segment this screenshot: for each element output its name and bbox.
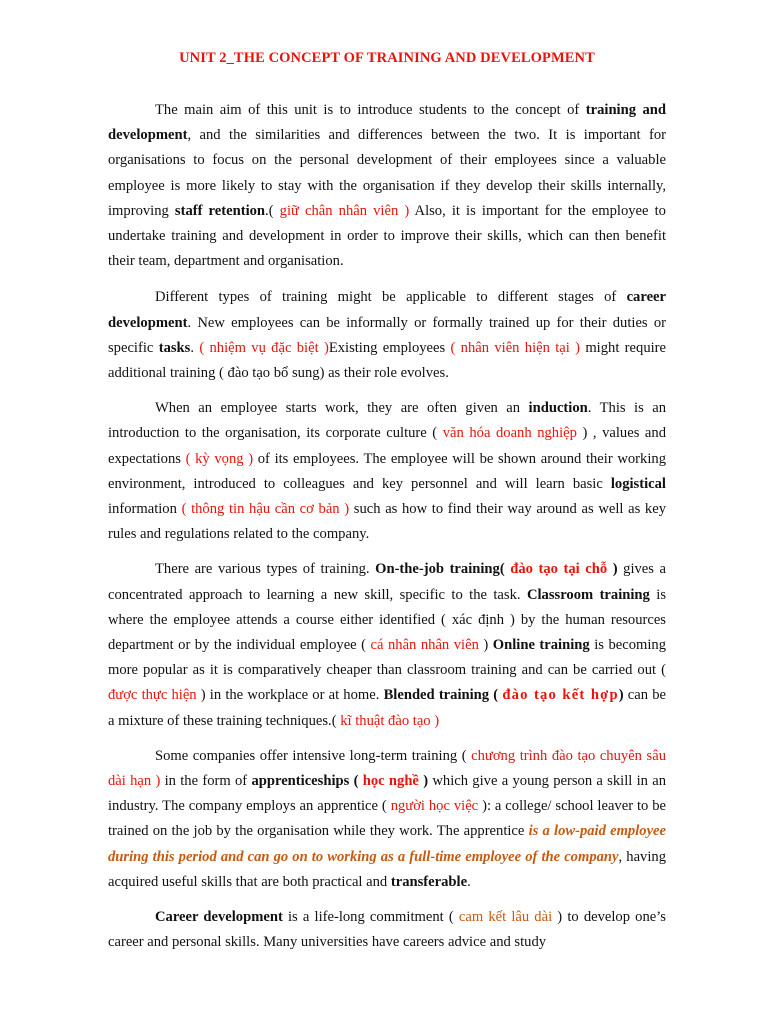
text-run: giữ chân nhân viên ) — [279, 202, 410, 219]
text-run: ) — [478, 637, 493, 654]
text-run: transferable — [390, 873, 468, 890]
text-run: . — [190, 339, 200, 356]
text-run: được thực hiện — [108, 687, 197, 704]
text-run: When an employee starts work, they are often given an — [155, 400, 529, 417]
text-run: , having acquired useful skills that are both practical and — [108, 848, 666, 890]
text-run: , and the similarities and differences between the two. It is important for organisations to focus on the personal development of their employees since a valuable employee is more likely to stay with the organisation if they develop their skills internally, improving — [108, 127, 666, 219]
text-run: might require additional training ( đào tạo bổ sung) as their role evolves. — [108, 339, 667, 382]
text-run: ) — [618, 687, 624, 704]
text-run: cam kết lâu dài — [458, 909, 553, 926]
text-run: ( thông tin hậu cần cơ bản ) — [181, 501, 350, 518]
text-run: of its employees. The employee will be shown around their working environment, introduced to colleagues and key personnel and will learn basic — [108, 450, 666, 492]
text-run: Existing employees — [328, 339, 451, 356]
text-run: học nghề — [362, 773, 419, 790]
text-run: On-the-job training( — [375, 561, 511, 578]
text-run: is a life-long commitment ( — [282, 909, 459, 926]
text-run: chương trình đào tạo chuyên sâu dài hạn ) — [108, 747, 666, 790]
text-run: such as how to find their way around as well as key rules and regulations related to the company. — [108, 501, 666, 543]
paragraph — [108, 744, 666, 895]
text-run: đào tạo kết hợp — [502, 687, 619, 704]
text-run: . New employees can be informally or formally trained up for their duties or specific — [108, 314, 666, 356]
text-run: ( kỳ vọng ) — [185, 450, 254, 467]
text-run: ( nhân viên hiện tại ) — [450, 339, 580, 356]
text-run: người học việc — [390, 798, 479, 815]
text-run: staff retention — [174, 202, 266, 219]
text-run: ( nhiệm vụ đặc biệt ) — [199, 339, 329, 356]
text-run: ) — [418, 773, 429, 790]
text-run: ) in the workplace or at home. — [196, 687, 384, 704]
paragraph — [108, 557, 666, 733]
text-run: is a low-paid employee during this period and can go on to working as a full-time employee of the company — [108, 823, 667, 865]
text-run: apprenticeships ( — [251, 773, 363, 790]
paragraph — [108, 285, 666, 386]
text-run: is where the employee attends a course either identified ( xác định ) by the human resources department or by the individual employee ( — [108, 586, 666, 654]
paragraph — [108, 905, 666, 955]
text-run: in the form of — [160, 773, 252, 790]
text-run: Blended training ( — [383, 687, 503, 704]
text-run: tasks — [158, 339, 191, 356]
text-run: Also, it is important for the employee to undertake training and development in order to improve their skills, which can then benefit their team, department and organisation. — [108, 202, 666, 270]
text-run: Some companies offer intensive long-term training ( — [155, 747, 472, 764]
text-run: cá nhân nhân viên — [370, 637, 479, 654]
text-run: gives a concentrated approach to learning a new skill, specific to the task. — [108, 561, 666, 603]
text-run: logistical — [610, 475, 666, 492]
document-title: UNIT 2_THE CONCEPT OF TRAINING AND DEVELOPMENT — [179, 50, 595, 66]
text-run: Online training — [492, 637, 590, 654]
text-run: The main aim of this unit is to introduce students to the concept of — [155, 102, 586, 118]
text-run: ) — [607, 561, 618, 578]
text-run: can be a mixture of these training techniques.( — [108, 687, 667, 729]
text-run: information — [108, 501, 182, 518]
text-run: ) to develop one’s career and personal skills. Many universities have careers advice and study — [108, 909, 666, 951]
text-run: There are various types of training. — [155, 561, 376, 578]
paragraph — [108, 98, 666, 274]
text-run: induction — [528, 400, 588, 417]
text-run: ) , values and expectations — [108, 425, 666, 467]
text-run: which give a young person a skill in an industry. The company employs an apprentice ( — [108, 773, 667, 815]
text-run: .( — [265, 202, 280, 219]
text-run: is becoming more popular as it is comparatively cheaper than classroom training and can be carried out ( — [108, 637, 666, 679]
paragraph — [108, 396, 666, 547]
text-run: . — [467, 873, 471, 890]
text-run: . This is an introduction to the organisation, its corporate culture ( — [108, 400, 666, 442]
text-run: ): a college/ school leaver to be trained on the job by the organisation while they work. The apprentice — [108, 798, 666, 840]
text-run: Classroom training — [526, 586, 650, 603]
text-run: Career development — [155, 909, 283, 926]
text-run: kĩ thuật đào tạo ) — [340, 712, 440, 729]
text-run: Different types of training might be applicable to different stages of — [155, 289, 627, 306]
text-run: văn hóa doanh nghiệp — [442, 425, 577, 442]
text-run: career development — [108, 289, 666, 331]
text-run: training and development — [108, 102, 667, 144]
text-run: đào tạo tại chỗ — [510, 561, 608, 578]
document-body — [108, 98, 666, 966]
